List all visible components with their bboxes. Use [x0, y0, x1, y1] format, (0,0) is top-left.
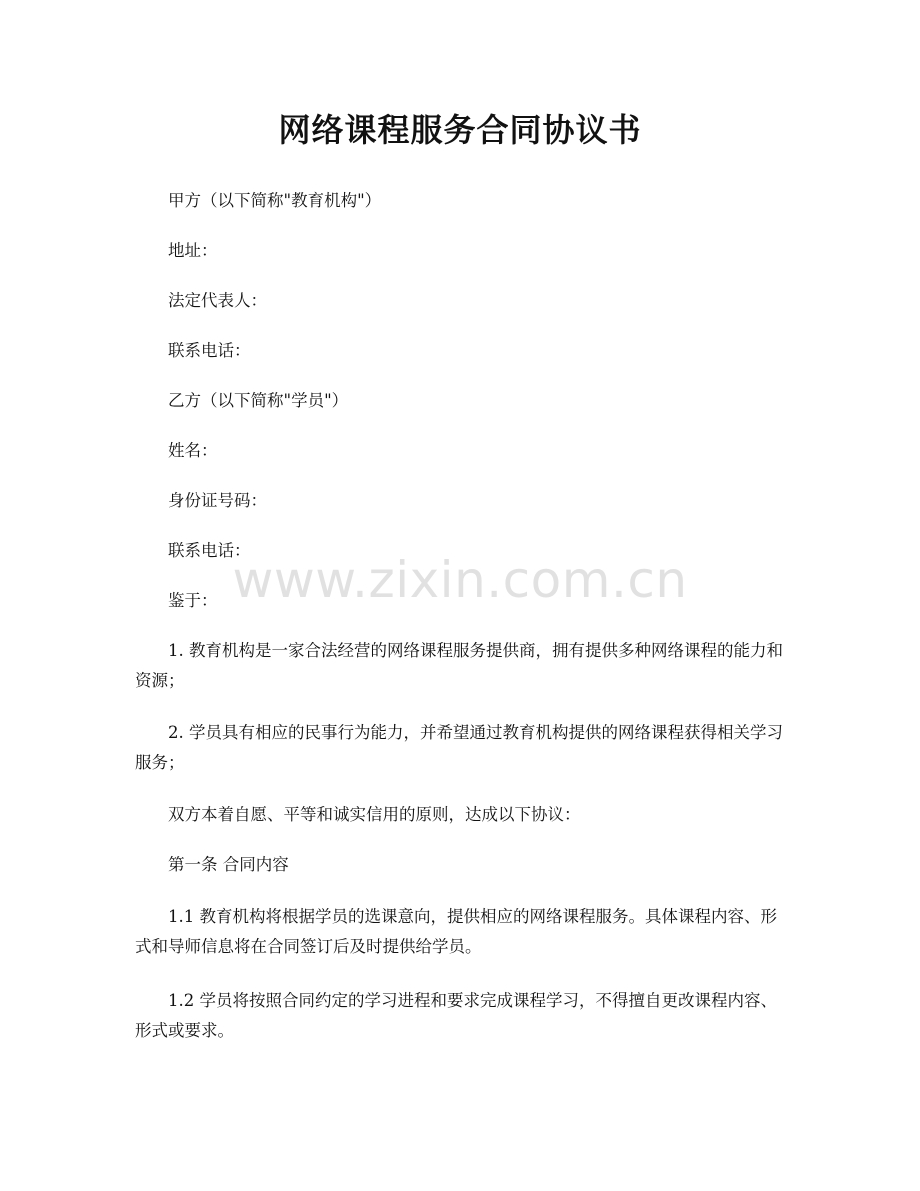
whereas-item-2: 2. 学员具有相应的民事行为能力，并希望通过教育机构提供的网络课程获得相关学习服务； — [135, 723, 783, 772]
party-b-name: 姓名： — [168, 441, 218, 460]
party-b-heading: 乙方（以下简称"学员"） — [168, 391, 349, 410]
whereas-heading: 鉴于： — [168, 591, 218, 610]
whereas-item-1: 1. 教育机构是一家合法经营的网络课程服务提供商，拥有提供多种网络课程的能力和资源； — [135, 641, 783, 690]
party-a-phone: 联系电话： — [168, 341, 251, 360]
party-a-legal-rep: 法定代表人： — [168, 291, 267, 310]
agreement-intro: 双方本着自愿、平等和诚实信用的原则，达成以下协议： — [168, 805, 581, 824]
clause-1-2: 1.2 学员将按照合同约定的学习进程和要求完成课程学习，不得擅自更改课程内容、形式或要求。 — [135, 991, 777, 1040]
article-1-heading: 第一条 合同内容 — [168, 855, 289, 874]
party-a-address: 地址： — [168, 241, 218, 260]
document-title: 网络课程服务合同协议书 — [278, 111, 642, 149]
party-b-id-number: 身份证号码： — [168, 491, 267, 510]
clause-1-1: 1.1 教育机构将根据学员的选课意向，提供相应的网络课程服务。具体课程内容、形式和导师信息将在合同签订后及时提供给学员。 — [135, 907, 777, 956]
party-a-heading: 甲方（以下简称"教育机构"） — [168, 191, 382, 210]
party-b-phone: 联系电话： — [168, 541, 251, 560]
watermark: www.zixin.com.cn — [232, 551, 688, 609]
